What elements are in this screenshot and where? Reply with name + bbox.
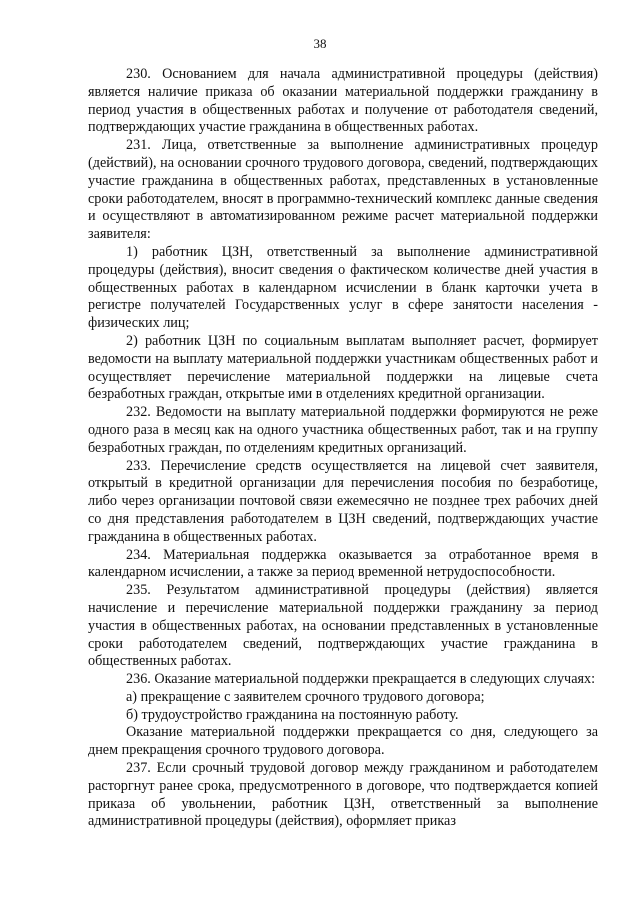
paragraph-231-item-1: 1) работник ЦЗН, ответственный за выполнение административной процедуры (действия), вносит сведения о фактическом количестве дней участия в общественных работах в календарном исчислении в бланк карточки учета в регистре получателей Государственных услуг в сфере занятости населения - физических лиц;: [88, 243, 598, 332]
paragraph-232: 232. Ведомости на выплату материальной поддержки формируются не реже одного раза в месяц как на одного участника общественных работ, так и на группу безработных граждан, по отделениям кредитных организаций.: [88, 404, 598, 456]
paragraph-236-item-a: а) прекращение с заявителем срочного трудового договора;: [126, 688, 485, 705]
paragraph-236: 236. Оказание материальной поддержки прекращается в следующих случаях:: [126, 671, 596, 688]
paragraph-231-item-2: 2) работник ЦЗН по социальным выплатам выполняет расчет, формирует ведомости на выплату материальной поддержки участникам общественных работ и осуществляет перечисление материальной поддержки на лицевые счета безработных граждан, открытые ими в отделениях кредитной организации.: [88, 332, 598, 403]
paragraph-236-note: Оказание материальной поддержки прекращается со дня, следующего за днем прекращения срочного трудового договора.: [88, 724, 598, 759]
paragraph-236-item-b: б) трудоустройство гражданина на постоянную работу.: [126, 706, 459, 723]
paragraph-235: 235. Результатом административной процедуры (действия) является начисление и перечисление материальной поддержки гражданину за период участия в общественных работах, на основании представленных в установленные сроки работодателем сведений, подтверждающих участие гражданина в общественных работах.: [88, 582, 598, 670]
document-body: [88, 66, 598, 831]
paragraph-230: 230. Основанием для начала административной процедуры (действия) является наличие приказа об оказании материальной поддержки гражданину в период участия в общественных работах и получение от работодателя сведений, подтверждающих участие гражданина в общественных работах.: [88, 66, 598, 136]
paragraph-234: 234. Материальная поддержка оказывается за отработанное время в календарном исчислении, а также за период временной нетрудоспособности.: [88, 546, 598, 581]
page-number: 38: [313, 36, 327, 51]
paragraph-233: 233. Перечисление средств осуществляется на лицевой счет заявителя, открытый в кредитной организации для перечисления пособия по безработице, либо через организации почтовой связи ежемесячно не позднее трех рабочих дней со дня представления работодателем в ЦЗН сведений, подтверждающих участие гражданина в общественных работах.: [88, 457, 598, 545]
paragraph-231: 231. Лица, ответственные за выполнение административных процедур (действий), на основании срочного трудового договора, сведений, подтверждающих участие гражданина в общественных работах, представленных в установленные сроки работодателем, вносят в программно-технический комплекс данные сведения и осуществляют в автоматизированном режиме расчет материальной поддержки заявителя:: [88, 137, 598, 243]
paragraph-237: 237. Если срочный трудовой договор между гражданином и работодателем расторгнут ранее срока, предусмотренного в договоре, что подтверждается копией приказа об увольнении, работник ЦЗН, ответственный за выполнение административной процедуры (действия), оформляет приказ: [88, 760, 598, 830]
